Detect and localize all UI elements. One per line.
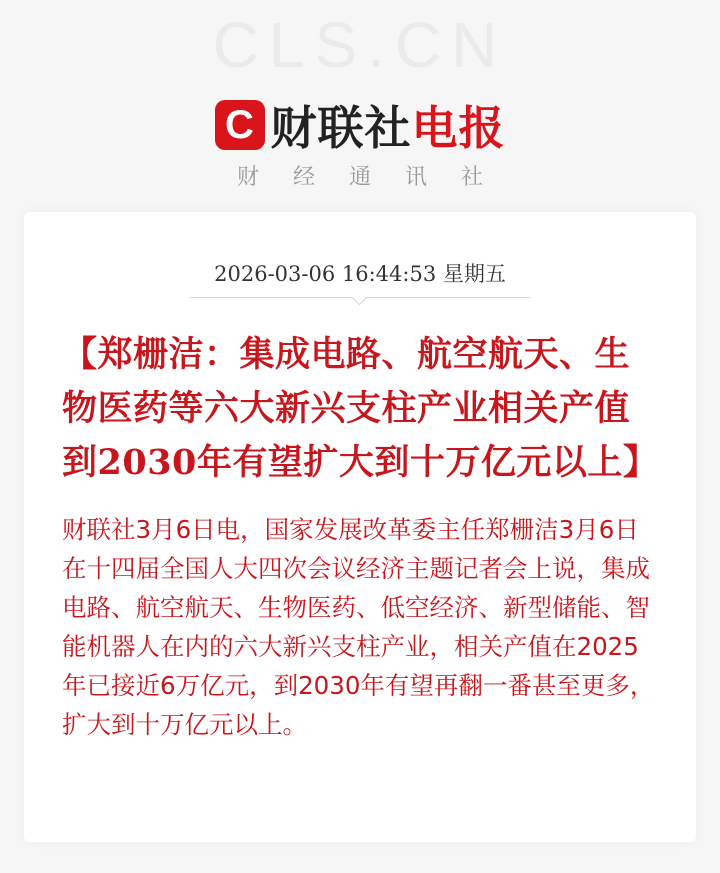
brand-logo — [0, 92, 720, 158]
brand-subtitle: 财经通讯社 — [236, 165, 517, 190]
article-datetime: 2026-03-06 16:44:53 星期五 — [214, 262, 506, 286]
article-headline: 【郑栅洁：集成电路、航空航天、生物医药等六大新兴支柱产业相关产值到2030年有望扩大到十万亿元以上】 — [62, 334, 659, 483]
article-body: 财联社3月6日电，国家发展改革委主任郑栅洁3月6日在十四届全国人大四次会议经济主题记者会上说，集成电路、航空航天、生物医药、低空经济、新型储能、智能机器人在内的六大新兴支柱产业，相关产值在2025年已接近6万亿元，到2030年有望再翻一番甚至更多，扩大到十万亿元以上。 — [62, 515, 655, 739]
cls-logo-icon: C — [215, 100, 265, 150]
cls-watermark: CLS.CN — [212, 9, 508, 81]
brand-tag: 电报 — [411, 101, 506, 155]
brand-name: 财联社 — [270, 101, 412, 155]
